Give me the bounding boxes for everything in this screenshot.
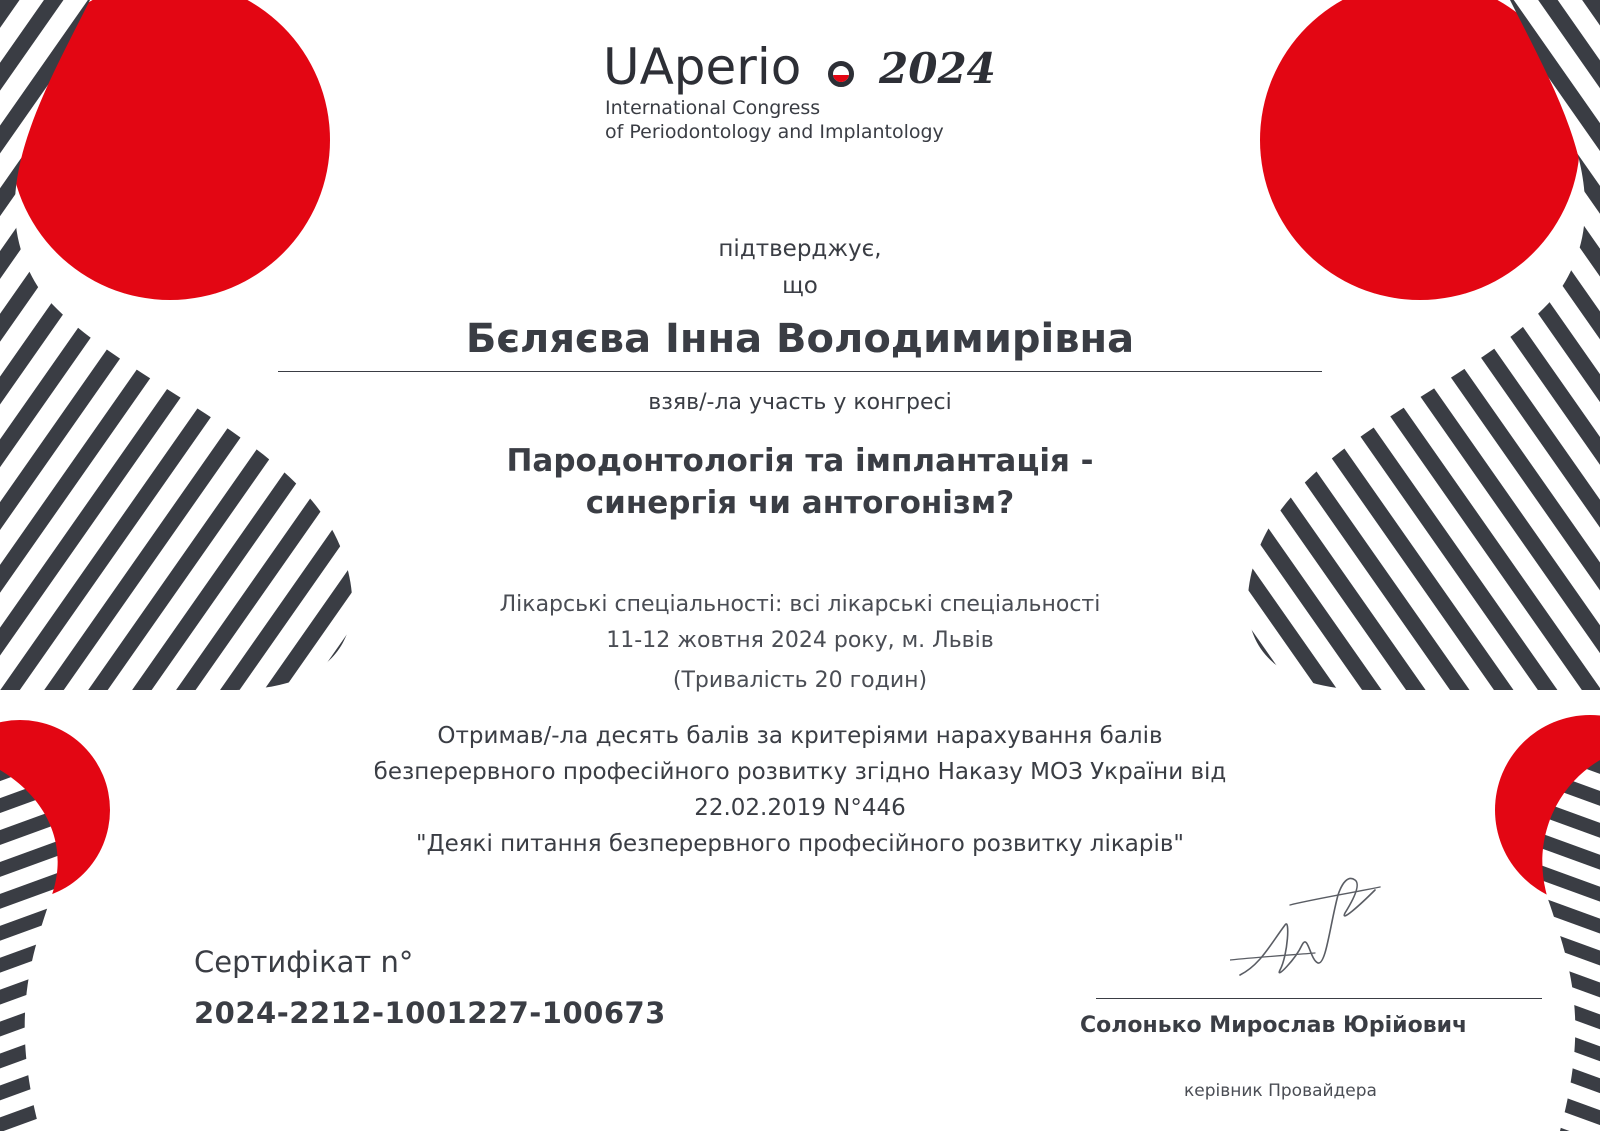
participation-text: взяв/-ла участь у конгресі — [648, 390, 952, 415]
points-line-2: безперервного професійного розвитку згідно Наказу МОЗ України від — [373, 759, 1227, 785]
signer-name: Солонько Мирослав Юрійович — [1080, 1013, 1468, 1038]
logo-dot-icon — [828, 61, 854, 87]
duration-text: (Тривалість 20 годин) — [672, 668, 928, 693]
event-info — [0, 587, 1600, 699]
specialties-text: Лікарські спеціальності: всі лікарські спеціальності — [499, 592, 1101, 617]
date-place-text: 11-12 жовтня 2024 року, м. Львів — [606, 628, 994, 653]
topic-line-2: синергія чи антогонізм? — [585, 485, 1015, 521]
that-text: що — [782, 273, 818, 299]
signature-image — [1230, 865, 1390, 995]
recipient-name: Бєляєва Інна Володимирівна — [465, 316, 1135, 362]
points-statement — [0, 718, 1600, 862]
logo-subtitle-line1: International Congress — [605, 97, 821, 119]
confirms-text: підтверджує, — [718, 236, 882, 262]
points-line-3: 22.02.2019 N°446 — [694, 795, 906, 821]
certificate-label: Сертифікат n° — [194, 945, 414, 979]
points-line-4: "Деякі питання безперервного професійного розвитку лікарів" — [416, 831, 1184, 857]
topic-line-1: Пародонтологія та імплантація - — [506, 443, 1094, 479]
signature-line — [1096, 998, 1542, 999]
signer-role: керівник Провайдера — [1184, 1081, 1377, 1101]
logo-year: 2024 — [879, 44, 996, 93]
congress-topic — [0, 440, 1600, 524]
congress-logo — [603, 38, 1023, 148]
name-underline — [278, 371, 1322, 372]
points-line-1: Отримав/-ла десять балів за критеріями нарахування балів — [437, 723, 1163, 749]
logo-brand: UAperio — [603, 38, 802, 96]
certificate-number: 2024-2212-1001227-100673 — [194, 996, 666, 1030]
logo-subtitle-line2: of Periodontology and Implantology — [605, 121, 944, 143]
